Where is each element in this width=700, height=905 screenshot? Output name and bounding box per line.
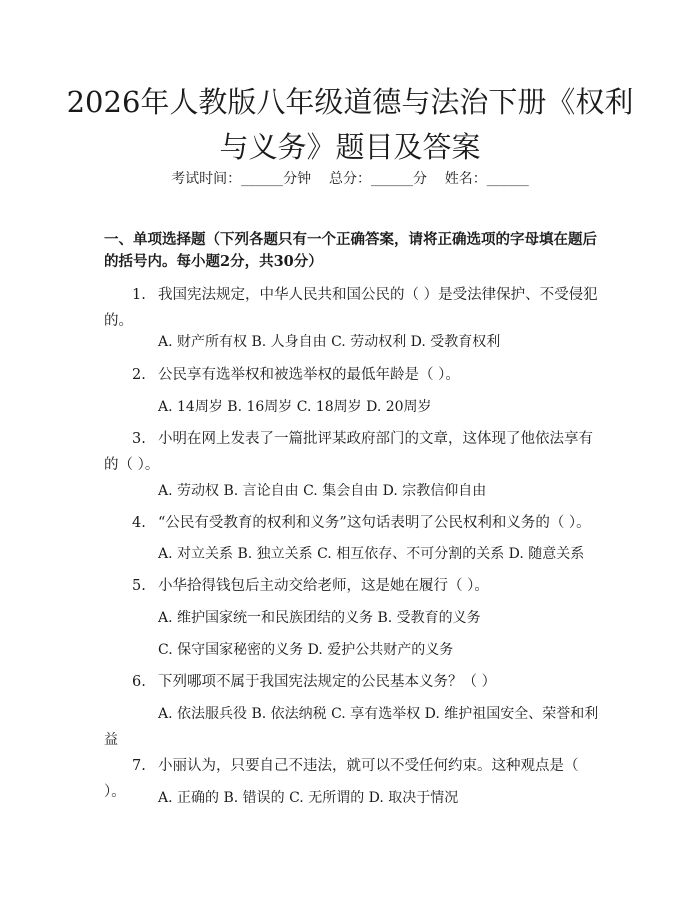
question-5-options-a — [104, 605, 599, 631]
question-number: 1. — [132, 287, 146, 303]
question-text: 小丽认为，只要自己不违法，就可以不受任何约束。这种观点是（ ）。 — [104, 758, 579, 800]
options-line: A. 对立关系 B. 独立关系 C. 相互依存、不可分割的关系 D. 随意关系 — [158, 546, 585, 562]
options-line: A. 依法服兵役 B. 依法纳税 C. 享有选举权 D. 维护祖国安全、荣誉和利益 — [104, 706, 599, 748]
question-6 — [104, 669, 599, 695]
question-number: 3. — [132, 431, 146, 447]
question-text: 小华拾得钱包后主动交给老师，这是她在履行（ ）。 — [158, 578, 489, 594]
question-1-options — [104, 329, 599, 355]
question-text: 我国宪法规定，中华人民共和国公民的（ ）是受法律保护、不受侵犯的。 — [104, 287, 598, 329]
options-line: A. 劳动权 B. 言论自由 C. 集会自由 D. 宗教信仰自由 — [158, 483, 487, 499]
options-line: A. 14周岁 B. 16周岁 C. 18周岁 D. 20周岁 — [158, 399, 432, 415]
options-line: A. 维护国家统一和民族团结的义务 B. 受教育的义务 — [158, 610, 481, 626]
question-number: 4. — [132, 515, 146, 531]
question-text: “公民有受教育的权利和义务”这句话表明了公民权利和义务的（ ）。 — [158, 515, 591, 531]
question-2 — [104, 362, 599, 388]
question-number: 2. — [132, 367, 146, 383]
options-line: A. 正确的 B. 错误的 C. 无所谓的 D. 取决于情况 — [158, 790, 459, 806]
question-text: 小明在网上发表了一篇批评某政府部门的文章，这体现了他依法享有的（ ）。 — [104, 431, 593, 473]
section-heading: 一、单项选择题（下列各题只有一个正确答案，请将正确选项的字母填在题后的括号内。每小题2分，共30分） — [104, 231, 597, 270]
question-4-options — [104, 541, 599, 567]
question-5-options-b — [104, 637, 599, 663]
options-line: C. 保守国家秘密的义务 D. 爱护公共财产的义务 — [158, 642, 454, 658]
exam-info-line: 考试时间：______分钟 总分：______分 姓名：______ — [171, 171, 529, 187]
question-2-options — [104, 394, 599, 420]
question-number: 5. — [132, 578, 146, 594]
question-number: 7. — [132, 758, 146, 774]
question-text: 公民享有选举权和被选举权的最低年龄是（ ）。 — [158, 367, 460, 383]
question-text: 下列哪项不属于我国宪法规定的公民基本义务？（ ） — [158, 674, 497, 690]
question-3 — [104, 426, 599, 478]
options-line: A. 财产所有权 B. 人身自由 C. 劳动权利 D. 受教育权利 — [158, 334, 501, 350]
question-3-options — [104, 478, 599, 504]
question-6-options — [104, 701, 599, 753]
question-5 — [104, 573, 599, 599]
question-number: 6. — [132, 674, 146, 690]
question-1 — [104, 282, 599, 334]
question-4 — [104, 510, 599, 536]
question-7-options — [104, 785, 599, 811]
document-title: 2026年人教版八年级道德与法治下册《权利与义务》题目及答案 — [66, 85, 634, 164]
